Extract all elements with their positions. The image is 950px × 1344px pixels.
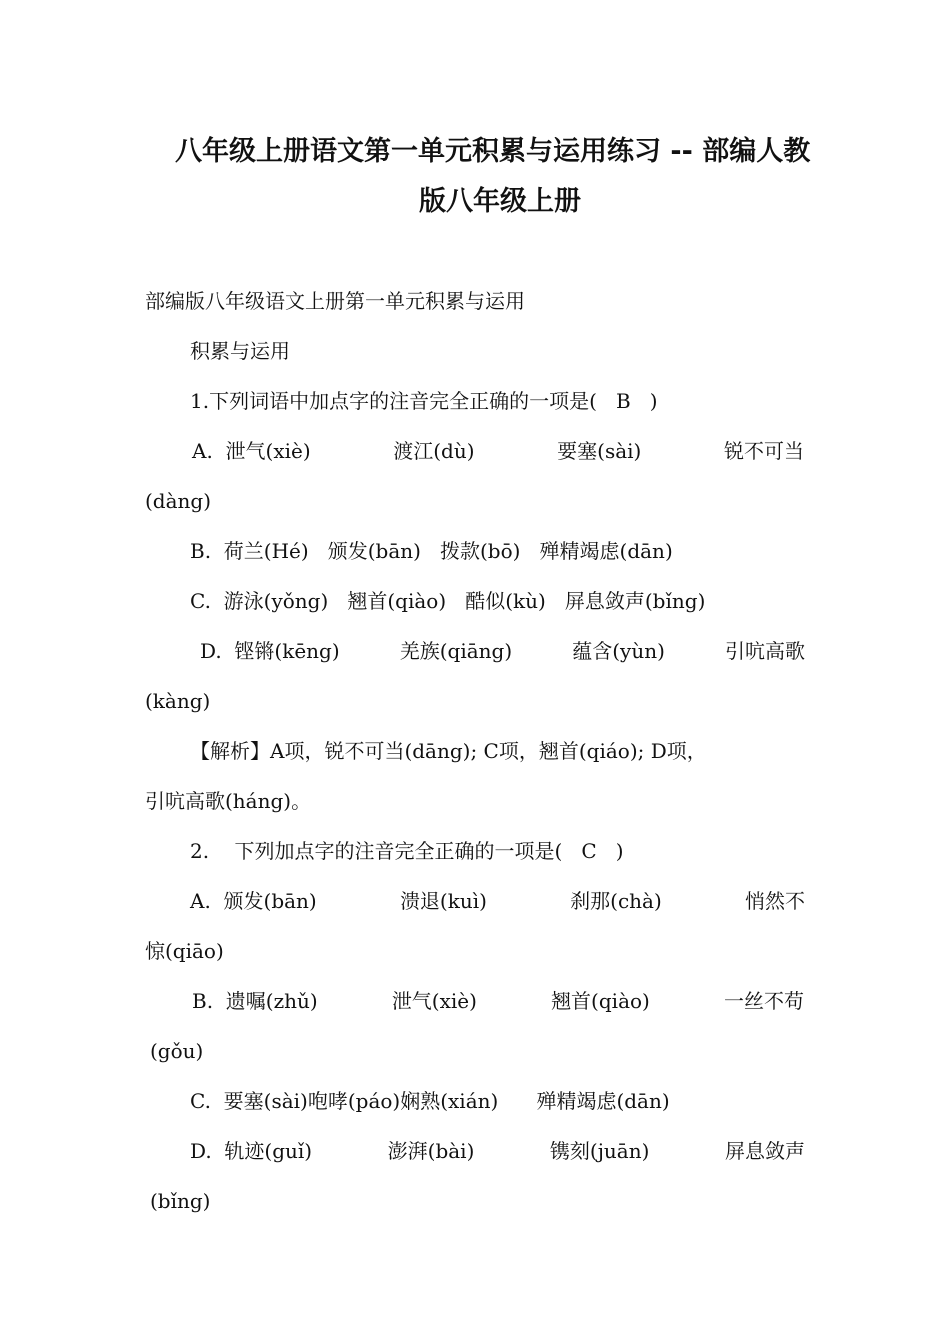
option-b-item-1: B. 遗嘱(zhǔ) [192,989,318,1013]
question-2-option-a [190,886,805,916]
question-1-stem: 1.下列词语中加点字的注音完全正确的一项是( B ) [190,389,658,413]
document-title-line-2: 版八年级上册 [419,186,581,217]
question-1-analysis-continued: 引吭高歌(háng)。 [145,789,312,813]
question-1-option-b: B. 荷兰(Hé) 颁发(bān) 拨款(bō) 殚精竭虑(dān) [190,539,673,563]
option-a-item-2: 渡江(dù) [393,439,475,463]
option-d-item-4: 屏息敛声 [724,1139,805,1163]
question-2-option-c: C. 要塞(sài)咆哮(páo)娴熟(xián) 殚精竭虑(dān) [190,1089,670,1113]
option-d-item-3: 镌刻(juān) [549,1139,650,1163]
question-1-option-d-continued: (kàng) [145,689,211,713]
section-heading: 积累与运用 [190,339,290,363]
question-2-option-d-continued: (bǐng) [150,1189,211,1213]
option-d-item-2: 澎湃(bài) [387,1139,475,1163]
option-a-item-2: 溃退(kuì) [399,889,487,913]
option-a-item-4: 锐不可当 [723,439,804,463]
question-1-option-c: C. 游泳(yǒng) 翘首(qiào) 酷似(kù) 屏息敛声(bǐng) [190,589,706,613]
option-d-item-1: D. 铿锵(kēng) [200,639,340,663]
option-d-item-3: 蕴含(yùn) [572,639,665,663]
question-2-option-b [192,986,804,1016]
question-2-option-a-continued: 惊(qiāo) [145,939,224,963]
question-1-option-d [200,636,805,666]
option-a-item-3: 刹那(chà) [570,889,662,913]
subtitle: 部编版八年级语文上册第一单元积累与运用 [145,289,525,313]
option-b-item-2: 泄气(xiè) [391,989,477,1013]
option-d-item-4: 引吭高歌 [724,639,805,663]
question-2-stem: 2. 下列加点字的注音完全正确的一项是( C ) [190,839,624,863]
question-2-option-b-continued: (gǒu) [150,1039,204,1063]
option-d-item-1: D. 轨迹(guǐ) [190,1139,313,1163]
option-a-item-1: A. 泄气(xiè) [192,439,311,463]
document-title-line-1: 八年级上册语文第一单元积累与运用练习 -- 部编人教 [175,136,811,167]
question-1-option-a-continued: (dàng) [145,489,212,513]
option-b-item-4: 一丝不苟 [723,989,804,1013]
question-1-option-a [192,436,804,466]
option-a-item-3: 要塞(sài) [557,439,642,463]
option-b-item-3: 翘首(qiào) [551,989,650,1013]
option-d-item-2: 羌族(qiāng) [399,639,513,663]
option-a-item-1: A. 颁发(bān) [190,889,317,913]
question-2-option-d [190,1136,805,1166]
question-1-analysis: 【解析】A项，锐不可当(dāng); C项，翘首(qiáo); D项， [190,739,707,763]
option-a-item-4: 悄然不 [744,889,805,913]
